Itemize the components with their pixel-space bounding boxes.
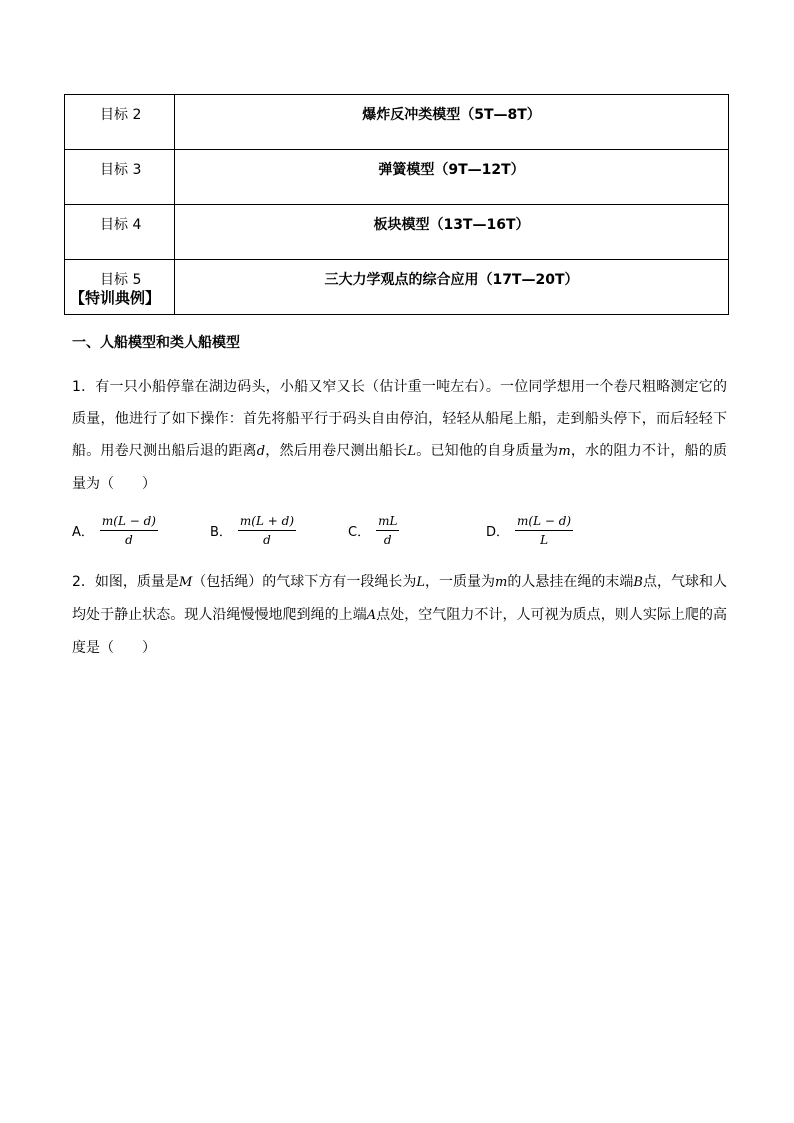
section-heading: 【特训典例】 xyxy=(70,289,161,307)
variable-L: L xyxy=(407,444,417,459)
option-letter: D． xyxy=(486,524,510,540)
fraction-denominator: L xyxy=(540,532,549,547)
problem-text: （包括绳）的气球下方有一段绳长为 xyxy=(192,574,417,590)
fraction-denominator: d xyxy=(383,532,392,547)
fraction xyxy=(515,513,573,548)
variable-M: M xyxy=(178,575,193,590)
fraction-numerator: m(L − d) xyxy=(100,513,158,531)
option-a xyxy=(72,510,158,550)
table-row xyxy=(65,95,729,150)
fraction-numerator: m(L − d) xyxy=(515,513,573,531)
variable-B: B xyxy=(633,575,643,590)
variable-A: A xyxy=(366,608,377,623)
problem-text: 点处，空气阻力不计，人可视为质点，则人实际上爬的高度是（ ） xyxy=(72,607,727,656)
problem-text: ，水的阻力不计，船的质量为（ ） xyxy=(72,443,728,492)
fraction xyxy=(376,513,399,548)
fraction-denominator: d xyxy=(125,532,133,547)
option-letter: A． xyxy=(72,524,94,540)
table-row xyxy=(65,205,729,260)
goal-label: 目标 5 xyxy=(65,260,175,315)
problem-text: ，然后用卷尺测出船长 xyxy=(265,443,408,459)
problem-2-text xyxy=(72,566,727,664)
problem-2 xyxy=(72,566,727,664)
problem-1-options xyxy=(72,510,732,550)
fraction xyxy=(238,513,296,548)
problem-text: 2．如图，质量是 xyxy=(72,574,179,590)
goal-title: 弹簧模型（9T—12T） xyxy=(175,150,729,205)
variable-d: d xyxy=(256,444,266,459)
problem-text: ，一质量为 xyxy=(425,574,496,590)
goal-label: 目标 2 xyxy=(65,95,175,150)
subheading: 一、人船模型和类人船模型 xyxy=(72,335,240,351)
goal-label: 目标 3 xyxy=(65,150,175,205)
fraction-numerator: m(L + d) xyxy=(238,513,296,531)
option-letter: C． xyxy=(348,524,371,540)
problem-1-text xyxy=(72,371,727,500)
goal-title: 板块模型（13T—16T） xyxy=(175,205,729,260)
fraction-numerator: mL xyxy=(376,513,399,531)
fraction xyxy=(100,513,158,548)
table-row xyxy=(65,260,729,315)
option-letter: B． xyxy=(210,524,232,540)
table-row xyxy=(65,150,729,205)
variable-L: L xyxy=(416,575,425,590)
problem-text: 。已知他的自身质量为 xyxy=(416,443,559,459)
goal-label: 目标 4 xyxy=(65,205,175,260)
variable-m: m xyxy=(558,444,571,459)
goal-title: 三大力学观点的综合应用（17T—20T） xyxy=(175,260,729,315)
variable-m: m xyxy=(495,575,508,590)
option-b xyxy=(210,510,296,550)
goals-table xyxy=(64,94,729,315)
problem-1 xyxy=(72,371,727,500)
option-d xyxy=(486,510,573,550)
goal-title: 爆炸反冲类模型（5T—8T） xyxy=(175,95,729,150)
problem-text: 1．有一只小船停靠在湖边码头，小船又窄又长（估计重一吨左右）。一位同学想用一个卷尺粗略测定它的质量，他进行了如下操作：首先将船平行于码头自由停泊，轻轻从船尾上船，走到船头停下，而后轻轻下船。用卷尺测出船后退的距离 xyxy=(72,379,727,459)
fraction-denominator: d xyxy=(263,532,271,547)
problem-text: 点，气球和人均处于静止状态。现人沿绳慢慢地爬到绳的上端 xyxy=(72,574,728,623)
problem-text: 的人悬挂在绳的末端 xyxy=(507,574,634,590)
option-c xyxy=(348,510,399,550)
